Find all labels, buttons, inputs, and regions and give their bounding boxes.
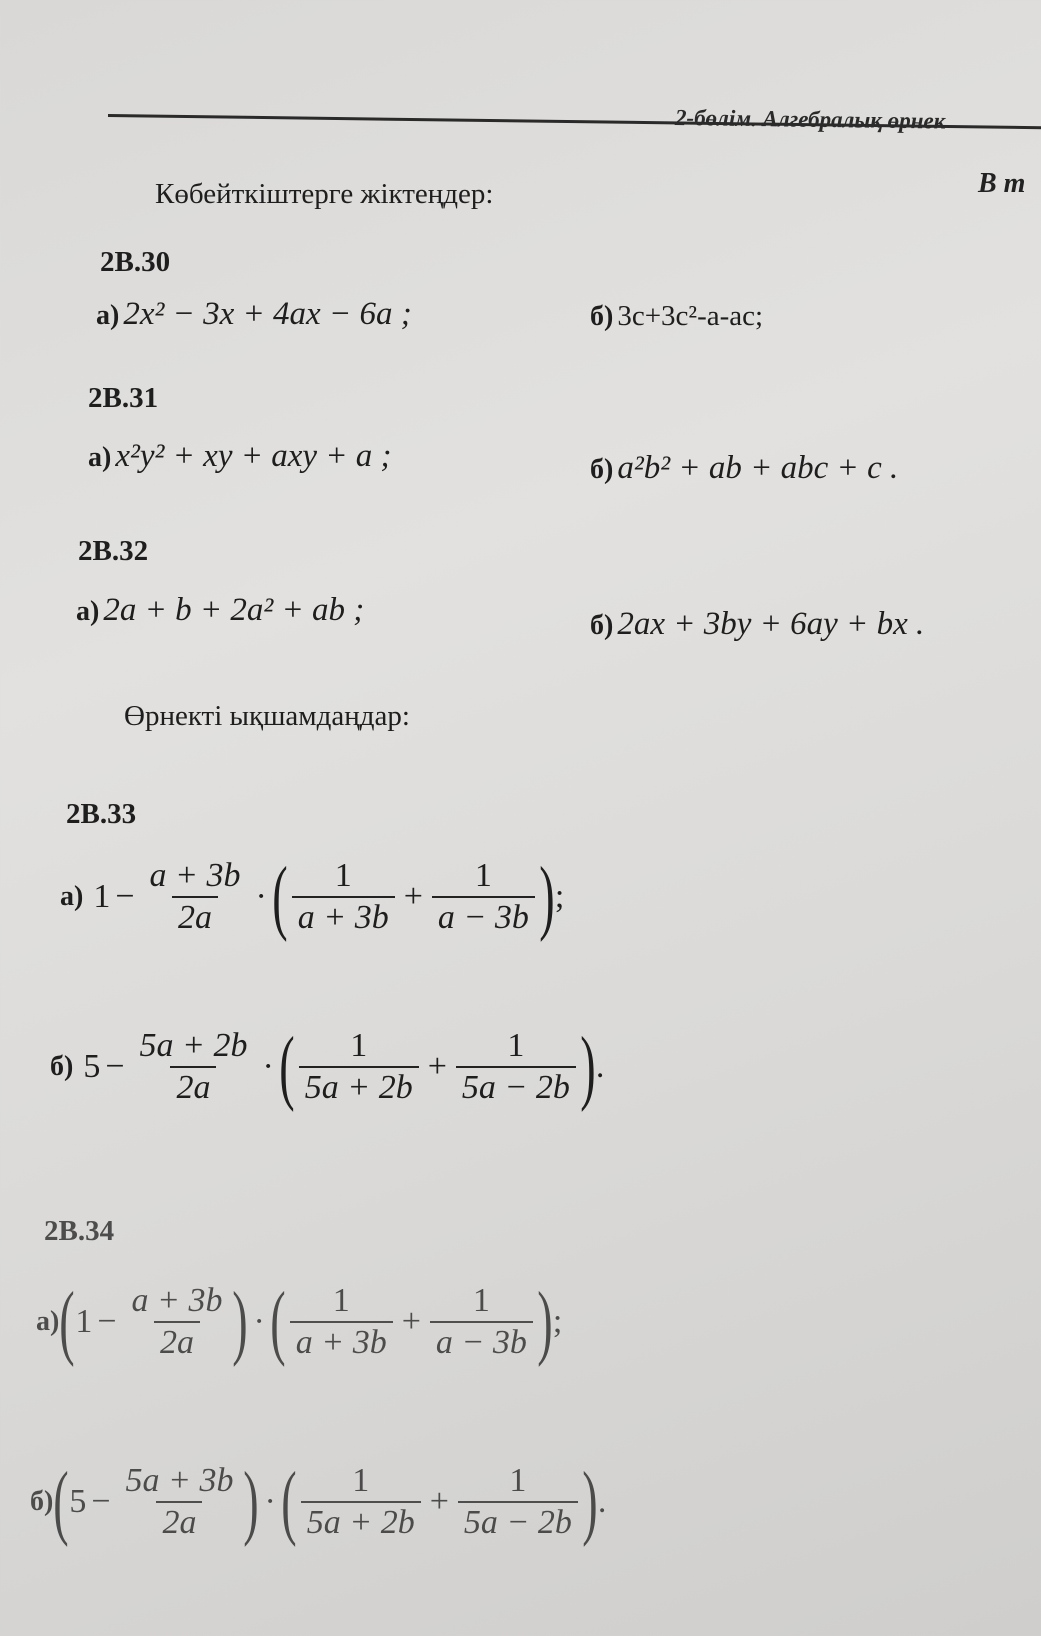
- problem-item: [88, 438, 392, 475]
- problem-item: [30, 1455, 607, 1548]
- numerator: 1: [350, 1027, 368, 1065]
- plus-sign: +: [427, 1048, 447, 1085]
- numerator: a + 3b: [131, 1282, 223, 1320]
- item-label: а): [96, 300, 120, 331]
- numerator: 1: [334, 857, 352, 895]
- numerator: 1: [472, 1282, 490, 1320]
- numerator: 1: [352, 1462, 370, 1500]
- fraction: [120, 1463, 240, 1540]
- section-title-factor: Көбейткіштерге жіктеңдер:: [155, 178, 494, 210]
- fraction: [126, 1283, 229, 1360]
- right-paren: ): [580, 1020, 596, 1113]
- item-label: а): [60, 881, 84, 912]
- right-paren: ): [582, 1455, 598, 1548]
- item-label: а): [76, 596, 100, 627]
- math-expression: x²y² + xy + axy + a ;: [115, 438, 392, 474]
- fraction: [144, 858, 247, 935]
- fraction: [292, 858, 395, 935]
- numerator: 5a + 3b: [125, 1462, 234, 1500]
- math-expression: 2x² − 3x + 4ax − 6a ;: [123, 296, 412, 332]
- dot-operator: ·: [255, 878, 267, 915]
- problem-id: 2B.32: [78, 535, 149, 567]
- minus-sign: −: [105, 1048, 125, 1085]
- minus-sign: −: [91, 1483, 111, 1520]
- problem-item: [590, 450, 898, 487]
- end-punct: .: [595, 1048, 605, 1085]
- section-title-simplify: Өрнекті ықшамдаңдар:: [124, 700, 410, 732]
- problem-id: 2B.30: [100, 246, 171, 278]
- leading-term: 1: [75, 1303, 93, 1340]
- fraction: [456, 1028, 576, 1105]
- left-paren: (: [281, 1455, 297, 1548]
- math-expression: a²b² + ab + abc + c .: [617, 450, 899, 486]
- numerator: 1: [474, 857, 492, 895]
- math-expression: 2ax + 3by + 6ay + bx .: [617, 606, 925, 642]
- denominator: 2a: [170, 1066, 216, 1106]
- fraction: [301, 1463, 421, 1540]
- item-label: б): [50, 1051, 74, 1082]
- dot-operator: ·: [264, 1483, 276, 1520]
- dot-operator: ·: [262, 1048, 274, 1085]
- end-punct: ;: [554, 878, 565, 915]
- plus-sign: +: [429, 1483, 449, 1520]
- plus-sign: +: [401, 1303, 421, 1340]
- math-expression: 3c+3c²-a-ac;: [617, 300, 764, 332]
- fraction: [134, 1028, 254, 1105]
- leading-term: 5: [69, 1483, 87, 1520]
- denominator: 2a: [156, 1501, 202, 1541]
- left-paren: (: [53, 1455, 70, 1548]
- denominator: 5a + 2b: [301, 1501, 421, 1541]
- leading-term: 1: [93, 878, 111, 915]
- problem-item: [50, 1020, 605, 1113]
- right-paren: ): [537, 1275, 553, 1368]
- denominator: a + 3b: [292, 896, 395, 936]
- item-label: б): [30, 1486, 54, 1517]
- right-paren: ): [232, 1275, 249, 1368]
- fraction: [299, 1028, 419, 1105]
- left-paren: (: [272, 850, 288, 943]
- denominator: 2a: [172, 896, 218, 936]
- item-label: а): [36, 1306, 60, 1337]
- problem-item: [76, 592, 364, 629]
- left-paren: (: [279, 1020, 295, 1113]
- item-label: б): [590, 301, 614, 332]
- problem-item: [36, 1275, 563, 1368]
- item-label: б): [590, 610, 614, 641]
- denominator: a − 3b: [430, 1321, 533, 1361]
- minus-sign: −: [97, 1303, 117, 1340]
- numerator: a + 3b: [149, 857, 241, 895]
- numerator: 1: [332, 1282, 350, 1320]
- problem-id: 2B.34: [44, 1215, 115, 1247]
- denominator: a + 3b: [290, 1321, 393, 1361]
- left-paren: (: [270, 1275, 286, 1368]
- problem-item: [60, 850, 565, 943]
- problem-id: 2B.33: [66, 798, 137, 830]
- fraction: [458, 1463, 578, 1540]
- corner-text: В т: [978, 168, 1026, 199]
- minus-sign: −: [115, 878, 135, 915]
- denominator: 5a + 2b: [299, 1066, 419, 1106]
- numerator: 1: [509, 1462, 527, 1500]
- problem-item: [590, 300, 763, 333]
- right-paren: ): [539, 850, 555, 943]
- problem-id: 2B.31: [88, 382, 159, 414]
- right-paren: ): [243, 1455, 260, 1548]
- fraction: [430, 1283, 533, 1360]
- end-punct: .: [597, 1483, 607, 1520]
- item-label: а): [88, 442, 112, 473]
- denominator: 5a − 2b: [456, 1066, 576, 1106]
- fraction: [432, 858, 535, 935]
- dot-operator: ·: [253, 1303, 265, 1340]
- left-paren: (: [59, 1275, 76, 1368]
- numerator: 1: [507, 1027, 525, 1065]
- leading-term: 5: [83, 1048, 101, 1085]
- denominator: a − 3b: [432, 896, 535, 936]
- end-punct: ;: [552, 1303, 563, 1340]
- running-title: 2-бөлім. Алгебралық өрнек: [674, 105, 946, 134]
- math-expression: 2a + b + 2a² + ab ;: [103, 592, 365, 628]
- numerator: 5a + 2b: [139, 1027, 248, 1065]
- fraction: [290, 1283, 393, 1360]
- denominator: 2a: [154, 1321, 200, 1361]
- problem-item: [590, 606, 924, 643]
- item-label: б): [590, 454, 614, 485]
- plus-sign: +: [403, 878, 423, 915]
- denominator: 5a − 2b: [458, 1501, 578, 1541]
- problem-item: [96, 296, 412, 333]
